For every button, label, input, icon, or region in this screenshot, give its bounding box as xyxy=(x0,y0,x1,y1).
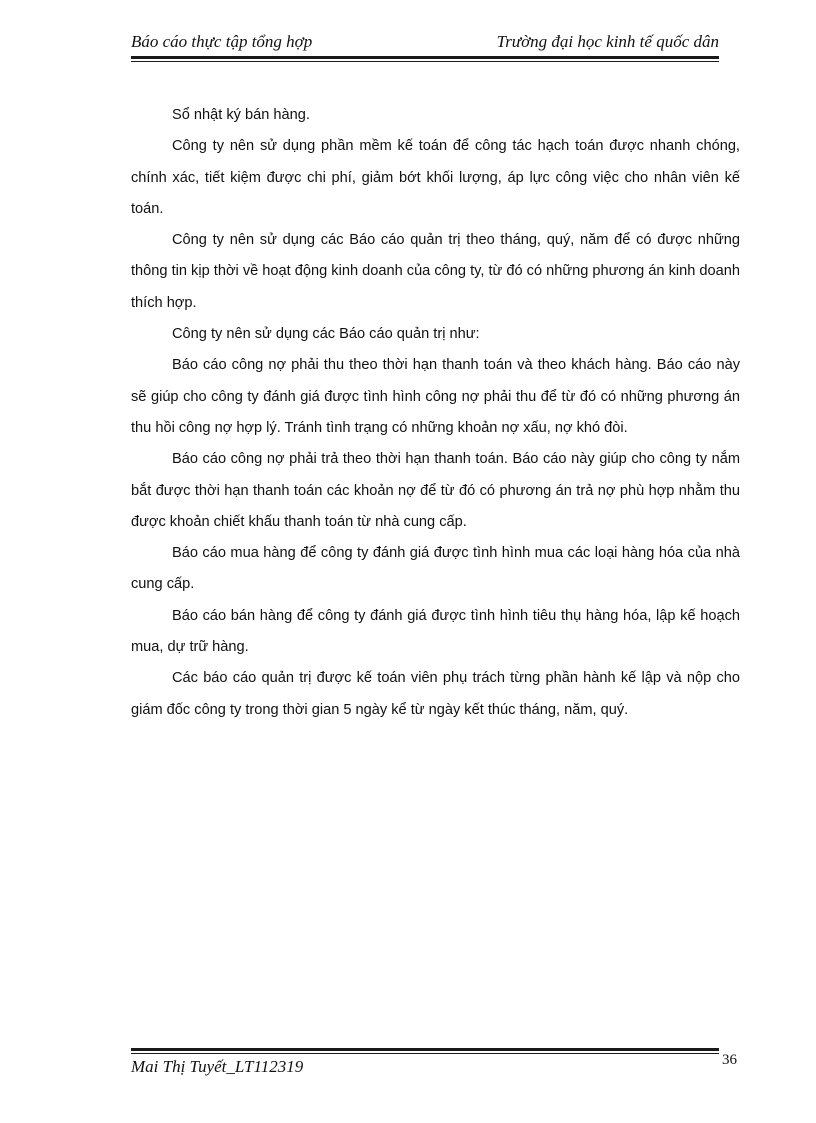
page-header xyxy=(131,30,719,56)
paragraph: Báo cáo công nợ phải thu theo thời hạn thanh toán và theo khách hàng. Báo cáo này sẽ giúp cho công ty đánh giá được tình hình công nợ phải thu để từ đó có những phương án thu hồi công nợ hợp lý. Tránh tình trạng có những khoản nợ xấu, nợ khó đòi. xyxy=(131,357,740,436)
paragraph: Sổ nhật ký bán hàng. xyxy=(172,107,310,123)
paragraph: Công ty nên sử dụng phần mềm kế toán để công tác hạch toán được nhanh chóng, chính xác, tiết kiệm được chi phí, giảm bớt khối lượng, áp lực công việc cho nhân viên kế toán. xyxy=(131,138,740,217)
paragraph: Báo cáo bán hàng để công ty đánh giá được tình hình tiêu thụ hàng hóa, lập kế hoạch mua, dự trữ hàng. xyxy=(131,607,740,656)
footer-rule xyxy=(131,1048,719,1051)
paragraph: Công ty nên sử dụng các Báo cáo quản trị như: xyxy=(172,326,480,343)
footer-rule-thin xyxy=(131,1053,719,1054)
footer-author: Mai Thị Tuyết_LT112319 xyxy=(131,1057,304,1076)
header-rule xyxy=(131,56,719,59)
paragraph: Báo cáo công nợ phải trả theo thời hạn thanh toán. Báo cáo này giúp cho công ty nắm bắt được thời hạn thanh toán các khoản nợ để từ đó có phương án trả nợ phù hợp nhằm thu được khoản chiết khấu thanh toán từ nhà cung cấp. xyxy=(131,451,740,530)
header-rule-thin xyxy=(131,61,719,62)
header-report-title: Báo cáo thực tập tổng hợp xyxy=(131,32,313,51)
paragraph: Công ty nên sử dụng các Báo cáo quản trị theo tháng, quý, năm để có được những thông tin kịp thời về hoạt động kinh doanh của công ty, từ đó có những phương án kinh doanh thích hợp. xyxy=(131,232,740,311)
page-number: 36 xyxy=(722,1052,737,1068)
header-university: Trường đại học kinh tế quốc dân xyxy=(496,32,719,51)
paragraph: Các báo cáo quản trị được kế toán viên phụ trách từng phần hành kế lập và nộp cho giám đốc công ty trong thời gian 5 ngày kể từ ngày kết thúc tháng, năm, quý. xyxy=(131,670,740,718)
paragraph: Báo cáo mua hàng để công ty đánh giá được tình hình mua các loại hàng hóa của nhà cung cấp. xyxy=(131,545,740,593)
body-text xyxy=(131,100,740,726)
